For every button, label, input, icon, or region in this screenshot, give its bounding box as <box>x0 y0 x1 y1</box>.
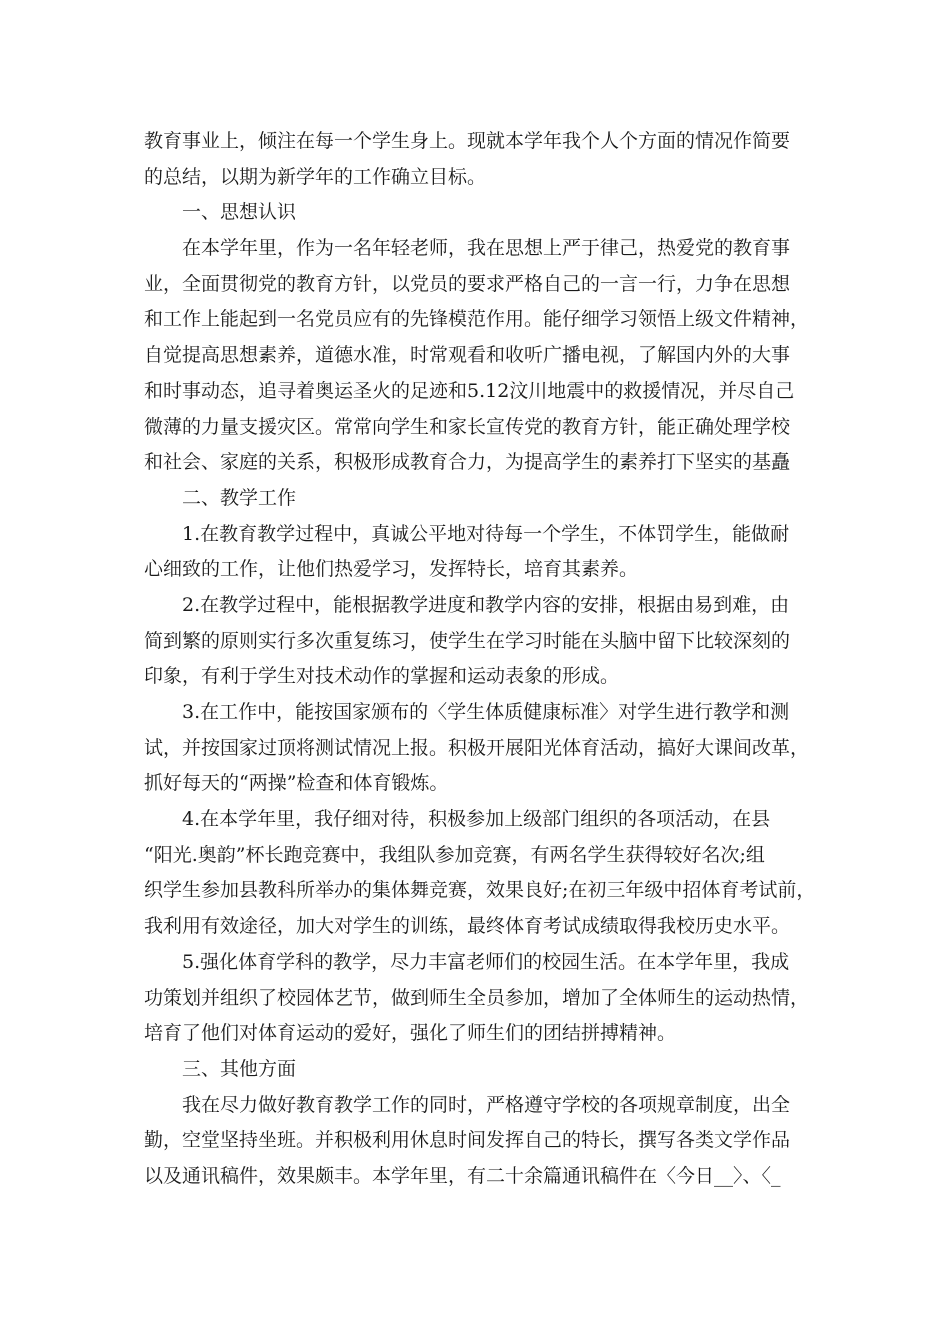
text-line: 织学生参加县教科所举办的集体舞竞赛，效果良好;在初三年级中招体育考试前， <box>144 879 816 902</box>
text-line: 教育事业上，倾注在每一个学生身上。现就本学年我个人个方面的情况作简要 <box>144 130 791 152</box>
text-line: 我利用有效途径，加大对学生的训练，最终体育考试成绩取得我校历史水平。 <box>144 915 791 938</box>
text-line: 印象，有利于学生对技术动作的掌握和运动表象的形成。 <box>144 665 620 688</box>
text-line: 以及通讯稿件，效果颇丰。本学年里，有二十余篇通讯稿件在〈今日__〉、〈_ <box>144 1164 781 1187</box>
text-line: 的总结，以期为新学年的工作确立目标。 <box>144 165 487 188</box>
text-line: 我在尽力做好教育教学工作的同时，严格遵守学校的各项规章制度，出全 <box>182 1093 791 1116</box>
text-line: 简到繁的原则实行多次重复练习，使学生在学习时能在头脑中留下比较深刻的 <box>144 629 791 652</box>
text-line: 业，全面贯彻党的教育方针，以党员的要求严格自己的一言一行，力争在思想 <box>144 272 791 295</box>
text-line: 微薄的力量支援灾区。常常向学生和家长宣传党的教育方针，能正确处理学校 <box>144 415 791 438</box>
text-line: 5.强化体育学科的教学，尽力丰富老师们的校园生活。在本学年里，我成 <box>182 950 790 973</box>
text-line: 和工作上能起到一名党员应有的先锋模范作用。能仔细学习领悟上级文件精神， <box>144 308 810 331</box>
section-heading: 三、其他方面 <box>182 1057 297 1080</box>
section-heading: 一、思想认识 <box>182 201 297 224</box>
text-line: 培育了他们对体育运动的爱好，强化了师生们的团结拼搏精神。 <box>144 1022 677 1045</box>
text-line: “阳光.奥韵”杯长跑竞赛中，我组队参加竞赛，有两名学生获得较好名次;组 <box>144 843 765 866</box>
document-body <box>144 124 834 1195</box>
text-line: 功策划并组织了校园体艺节，做到师生全员参加，增加了全体师生的运动热情， <box>144 986 810 1009</box>
text-line: 勤，空堂坚持坐班。并积极利用休息时间发挥自己的特长，撰写各类文学作品 <box>144 1129 791 1152</box>
text-line: 2.在教学过程中，能根据教学进度和教学内容的安排，根据由易到难，由 <box>182 593 790 616</box>
text-line: 心细致的工作，让他们热爱学习，发挥特长，培育其素养。 <box>144 558 639 581</box>
text-line: 和时事动态，追寻着奥运圣火的足迹和5.12汶川地震中的救援情况，并尽自己 <box>144 379 795 402</box>
text-line: 和社会、家庭的关系，积极形成教育合力，为提高学生的素养打下坚实的基矗 <box>144 451 791 474</box>
text-line: 在本学年里，作为一名年轻老师，我在思想上严于律己，热爱党的教育事 <box>182 237 791 260</box>
section-heading: 二、教学工作 <box>182 486 297 509</box>
text-line: 试，并按国家过顶将测试情况上报。积极开展阳光体育活动，搞好大课间改革， <box>144 736 810 759</box>
text-line: 抓好每天的“两操”检查和体育锻炼。 <box>144 772 449 795</box>
text-line: 3.在工作中，能按国家颁布的〈学生体质健康标准〉对学生进行教学和测 <box>182 701 790 723</box>
text-line: 自觉提高思想素养，道德水准，时常观看和收听广播电视，了解国内外的大事 <box>144 344 791 367</box>
text-line: 1.在教育教学过程中，真诚公平地对待每一个学生，不体罚学生，能做耐 <box>182 522 790 545</box>
text-line: 4.在本学年里，我仔细对待，积极参加上级部门组织的各项活动，在县 <box>182 808 771 831</box>
